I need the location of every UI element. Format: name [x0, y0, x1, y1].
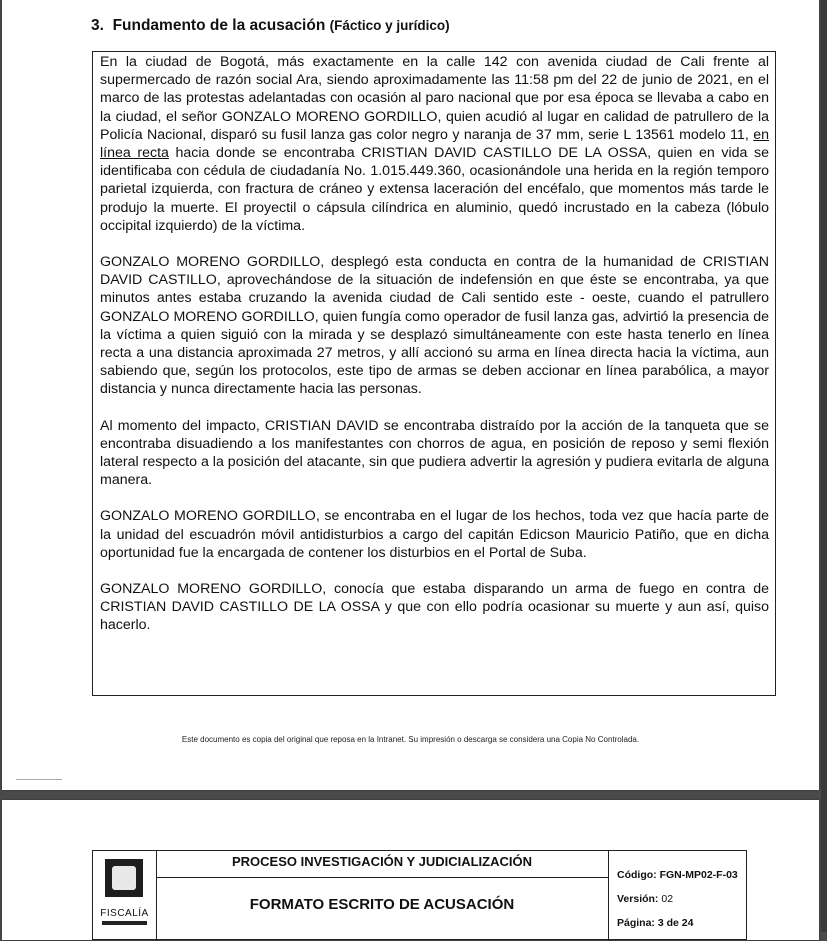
- page-row: [617, 917, 693, 929]
- page-value: 3 de 24: [657, 917, 694, 929]
- section-heading: [91, 17, 450, 35]
- copy-disclaimer: Este documento es copia del original que reposa en la Intranet. Su impresión o descarga se considera una Copia No Controlada.: [181, 735, 640, 744]
- version-label: Versión:: [617, 893, 659, 905]
- paragraph-2: GONZALO MORENO GORDILLO, desplegó esta conducta en contra de la humanidad de CRISTIAN DAVID CASTILLO, aprovechándose de la situación de indefensión en que éste se encontraba, ya que minutos antes estaba cruzando la avenida ciudad de Cali sentido este - oeste, cuando el patrullero GONZALO MORENO GORDILLO, quien fungía como operador de fusil lanza gas, advirtió la presencia de la víctima a quien siguió con la mirada y se desplazó simultáneamente con este hasta tenerlo en línea recta a una distancia aproximada 27 metros, y allí accionó su arma en línea directa hacia la víctima, aun sabiendo que, según los protocolos, este tipo de armas se deben accionar en línea parabólica, a mayor distancia y nunca directamente hacia las personas.: [100, 254, 769, 398]
- paragraph-1-underlined: en línea recta: [100, 126, 769, 162]
- section-number: 3.: [91, 17, 104, 34]
- paragraph-1: [100, 53, 769, 235]
- facts-box: [92, 51, 776, 696]
- fiscalia-logo-icon: [105, 859, 143, 897]
- paragraph-5: GONZALO MORENO GORDILLO, conocía que estaba disparando un arma de fuego en contra de CRISTIAN DAVID CASTILLO DE LA OSSA y que con ello podría ocasionar su muerte y aun así, quiso hacerlo.: [100, 581, 769, 634]
- code-value: FGN-MP02-F-03: [659, 869, 738, 881]
- viewer-scrollbar-edge[interactable]: [821, 0, 827, 932]
- page-label: Página:: [617, 917, 655, 929]
- paragraph-1-text-a: En la ciudad de Bogotá, más exactamente en la calle 142 con avenida ciudad de Cali frente al supermercado de razón social Ara, siendo aproximadamente las 11:58 pm del 22 de junio de 2021, en el marco de las protestas adelantadas con ocasión al paro nacional que por esa época se llevaba a cabo en la ciudad, el señor GONZALO MORENO GORDILLO, quien acudió al lugar en calidad de patrullero de la Policía Nacional, disparó su fusil lanza gas color negro y naranja de 37 mm, serie L 13561 modelo 11,: [100, 54, 769, 143]
- section-title: Fundamento de la acusación: [112, 17, 326, 34]
- paragraph-3: Al momento del impacto, CRISTIAN DAVID se encontraba distraído por la acción de la tanqueta que se encontraba disuadiendo a los manifestantes con chorros de agua, en posición de reposo y semi flexión lateral respecto a la posición del atacante, sin que pudiera advertir la agresión y pudiera evitarla de alguna manera.: [100, 417, 769, 489]
- code-label: Código:: [617, 869, 657, 881]
- version-row: [617, 893, 673, 905]
- paragraph-1-text-b: hacia donde se encontraba CRISTIAN DAVID CASTILLO DE LA OSSA, quien en vida se identificaba con cédula de ciudadanía No. 1.015.449.360, ocasionándole una herida en la región temporo parietal izquierda, con fractura de cráneo y extensa laceración del encéfalo, que momentos más tarde le produjo la muerte. El proyectil o cápsula cilíndrica en aluminio, quedó incrustado en la cabeza (lóbulo occipital izquierdo) de la víctima.: [100, 145, 770, 234]
- meta-column: [608, 851, 747, 941]
- version-value: 02: [661, 893, 674, 905]
- code-row: [617, 869, 738, 881]
- document-page-4-top: [2, 800, 819, 940]
- format-title: FORMATO ESCRITO DE ACUSACIÓN: [249, 896, 515, 913]
- process-title: PROCESO INVESTIGACIÓN Y JUDICIALIZACIÓN: [156, 851, 608, 878]
- page-mark: [16, 779, 62, 780]
- logo-bar: [102, 921, 147, 925]
- document-header-table: [92, 850, 747, 940]
- paragraph-4: GONZALO MORENO GORDILLO, se encontraba en el lugar de los hechos, toda vez que hacía parte de la unidad del escuadrón móvil antidisturbios a cargo del capitán Edicson Mauricio Patiño, que en dicha oportunidad fue la encargada de contener los disturbios en el Portal de Suba.: [100, 508, 769, 561]
- logo-text: FISCALÍA: [100, 908, 149, 919]
- document-page-3-bottom: [2, 0, 819, 790]
- section-subtitle: (Fáctico y jurídico): [329, 18, 450, 33]
- logo-cell: [93, 851, 157, 941]
